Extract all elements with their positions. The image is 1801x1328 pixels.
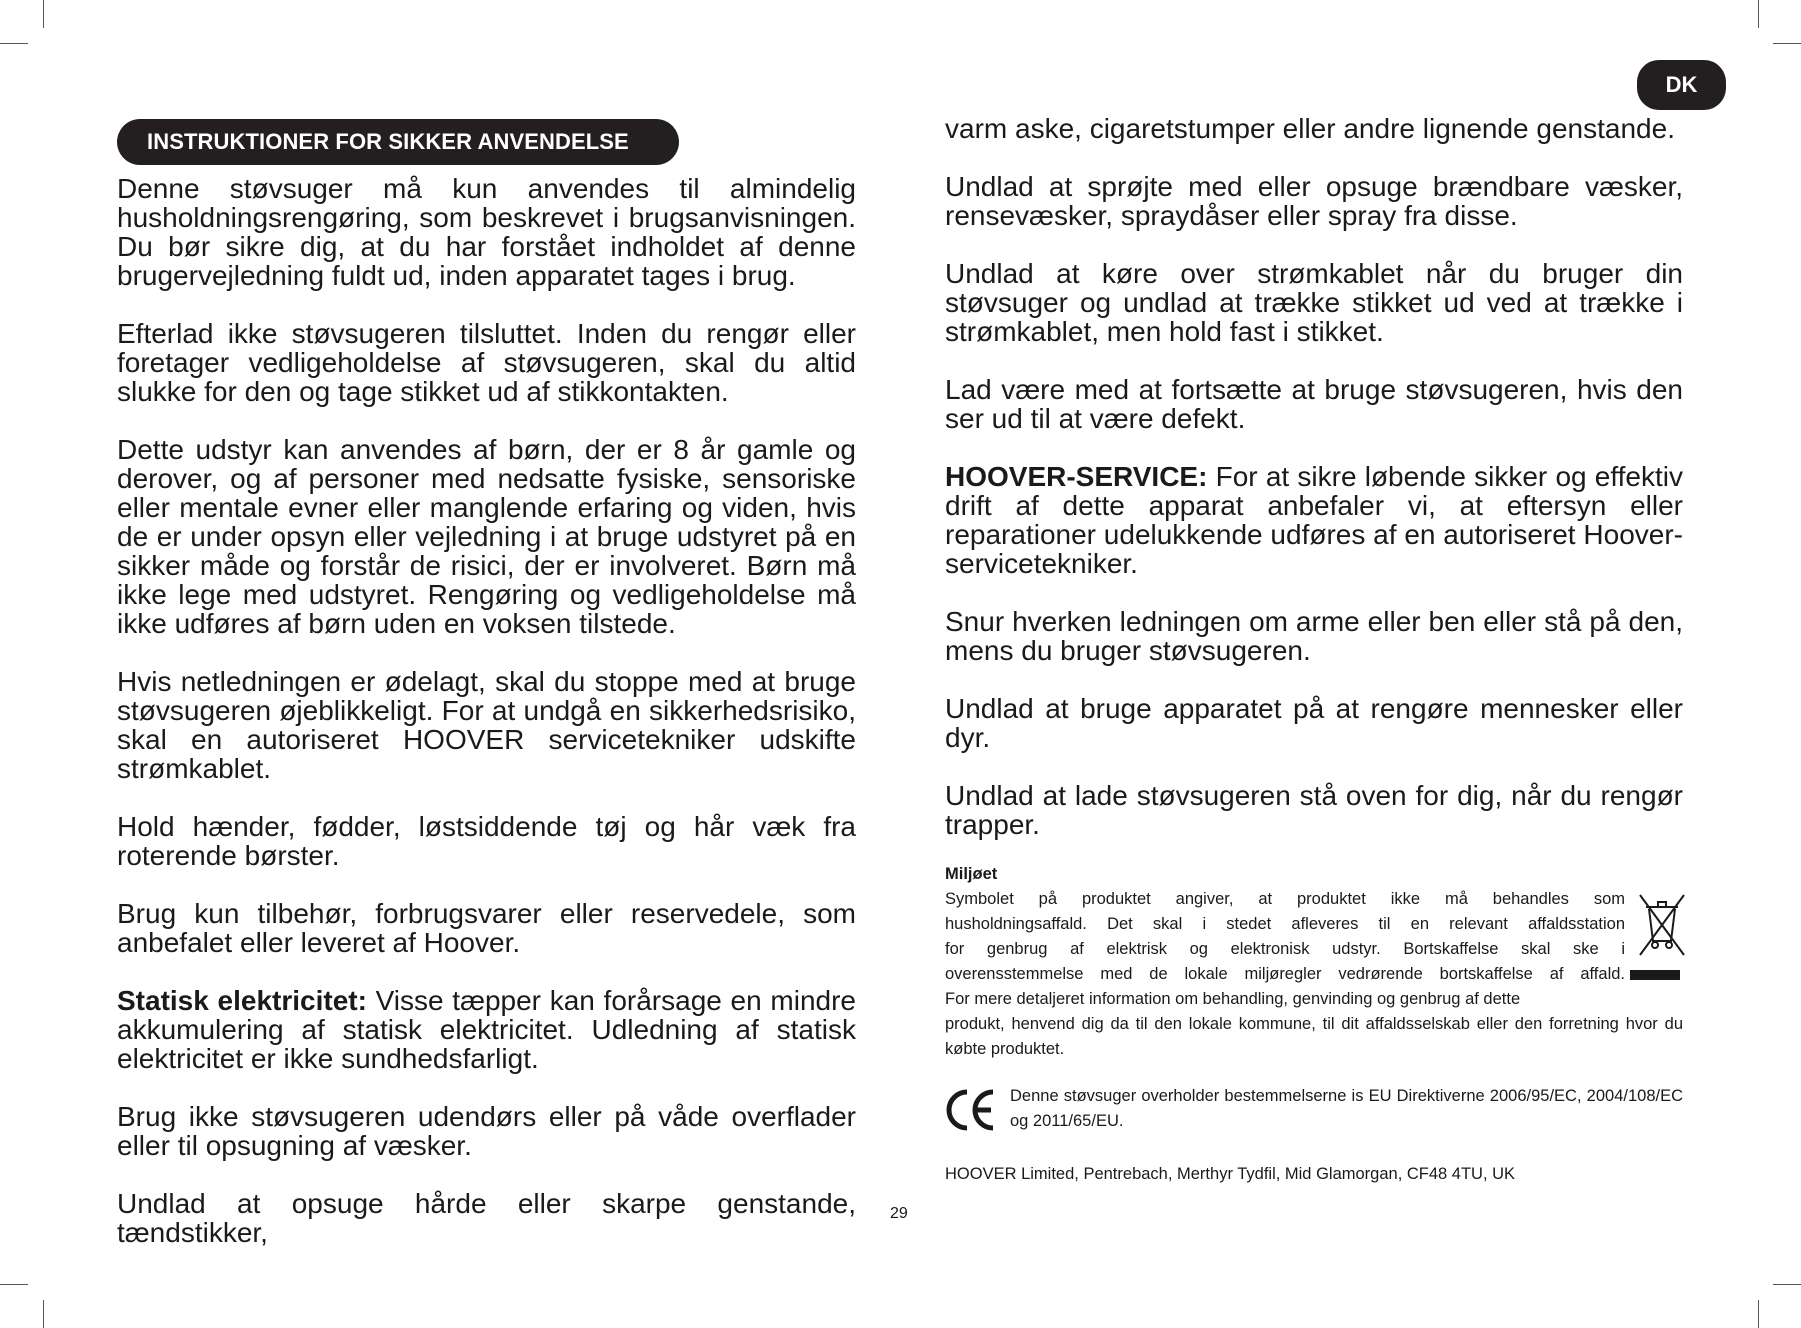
paragraph-static-electricity: [117, 986, 856, 1073]
ce-mark-icon: [945, 1088, 997, 1132]
bin-underline-bar: [1630, 970, 1680, 980]
paragraph-body: For at sikre løbende sikker og effektiv drift af dette apparat anbefaler vi, at eftersyn eller reparationer udelukkende udføres af en autoriseret Hoover-servicetekniker.: [945, 461, 1683, 579]
environment-line: for genbrug af elektrisk og elektronisk udstyr. Bortskaffelse skal ske i: [945, 940, 1625, 958]
paragraph: Undlad at sprøjte med eller opsuge brændbare væsker, rensevæsker, spraydåser eller spray fra disse.: [945, 171, 1683, 231]
crop-mark: [1758, 0, 1759, 28]
environment-line: Symbolet på produktet angiver, at produktet ikke må behandles som: [945, 890, 1625, 908]
paragraph-lead: Statisk elektricitet:: [117, 985, 367, 1016]
environment-title: Miljøet: [945, 865, 998, 883]
manufacturer-address: HOOVER Limited, Pentrebach, Merthyr Tydfil, Mid Glamorgan, CF48 4TU, UK: [945, 1165, 1516, 1183]
crop-mark: [43, 0, 44, 28]
ce-compliance-text: Denne støvsuger overholder bestemmelserne is EU Direktiverne 2006/95/EC, 2004/108/EC og 2011/65/EU.: [1010, 1087, 1683, 1130]
environment-text: produkt, henvend dig da til den lokale kommune, til dit affaldsselskab eller den forretning hvor du købte produktet.: [945, 1015, 1683, 1058]
paragraph-hoover-service: [945, 462, 1683, 578]
crop-mark: [1773, 43, 1801, 44]
right-column: [945, 114, 1683, 839]
environment-section: [945, 862, 1683, 1062]
paragraph: Undlad at lade støvsugeren stå oven for dig, når du rengør trapper.: [945, 780, 1683, 840]
paragraph: Undlad at bruge apparatet på at rengøre mennesker eller dyr.: [945, 693, 1683, 753]
environment-line: overensstemmelse med de lokale miljøregler vedrørende bortskaffelse af affald.: [945, 965, 1625, 983]
paragraph: Hvis netledningen er ødelagt, skal du stoppe med at bruge støvsugeren øjeblikkeligt. For at undgå en sikkerhedsrisiko, skal en autoriseret HOOVER servicetekniker udskifte strømkablet.: [117, 666, 856, 784]
paragraph-body: Visse tæpper kan forårsage en mindre akkumulering af statisk elektricitet. Udledning af statisk elektricitet er ikke sundhedsfarligt.: [117, 985, 856, 1074]
paragraph: Brug ikke støvsugeren udendørs eller på våde overflader eller til opsugning af væsker.: [117, 1101, 856, 1161]
crossed-out-bin-icon: [1638, 893, 1686, 957]
paragraph: Lad være med at fortsætte at bruge støvsugeren, hvis den ser ud til at være defekt.: [945, 374, 1683, 434]
environment-line: husholdningsaffald. Det skal i stedet afleveres til en relevant affaldsstation: [945, 915, 1625, 933]
crop-mark: [0, 1284, 28, 1285]
paragraph: Undlad at opsuge hårde eller skarpe genstande, tændstikker,: [117, 1188, 856, 1248]
paragraph-lead: HOOVER-SERVICE:: [945, 461, 1208, 492]
page-number: 29: [890, 1205, 908, 1222]
paragraph: Hold hænder, fødder, løstsiddende tøj og hår væk fra roterende børster.: [117, 811, 856, 871]
crop-mark: [1758, 1300, 1759, 1328]
crop-mark: [1773, 1284, 1801, 1285]
paragraph: Undlad at køre over strømkablet når du bruger din støvsuger og undlad at trække stikket ud ved at trække i strømkablet, men hold fast i stikket.: [945, 258, 1683, 347]
paragraph: Snur hverken ledningen om arme eller ben eller stå på den, mens du bruger støvsugeren.: [945, 606, 1683, 666]
paragraph: varm aske, cigaretstumper eller andre lignende genstande.: [945, 113, 1675, 144]
crop-mark: [0, 43, 28, 44]
environment-line: For mere detaljeret information om behandling, genvinding og genbrug af dette: [945, 990, 1521, 1008]
crop-mark: [43, 1300, 44, 1328]
language-tab: DK: [1637, 60, 1726, 110]
section-title: INSTRUKTIONER FOR SIKKER ANVENDELSE: [117, 119, 679, 165]
paragraph: Brug kun tilbehør, forbrugsvarer eller reservedele, som anbefalet eller leveret af Hoover.: [117, 898, 856, 958]
paragraph: Denne støvsuger må kun anvendes til almindelig husholdningsrengøring, som beskrevet i brugsanvisningen. Du bør sikre dig, at du har forstået indholdet af denne brugervejledning fuldt ud, inden apparatet tages i brug.: [117, 173, 856, 291]
left-column: [117, 174, 856, 1247]
paragraph: Dette udstyr kan anvendes af børn, der er 8 år gamle og derover, og af personer med nedsatte fysiske, sensoriske eller mentale evner eller manglende erfaring og viden, hvis de er under opsyn eller vejledning i at bruge udstyret på en sikker måde og forstår de risici, der er involveret. Børn må ikke lege med udstyret. Rengøring og vedligeholdelse må ikke udføres af børn uden en voksen tilstede.: [117, 434, 856, 639]
paragraph: Efterlad ikke støvsugeren tilsluttet. Inden du rengør eller foretager vedligeholdelse af støvsugeren, skal du altid slukke for den og tage stikket ud af stikkontakten.: [117, 318, 856, 407]
